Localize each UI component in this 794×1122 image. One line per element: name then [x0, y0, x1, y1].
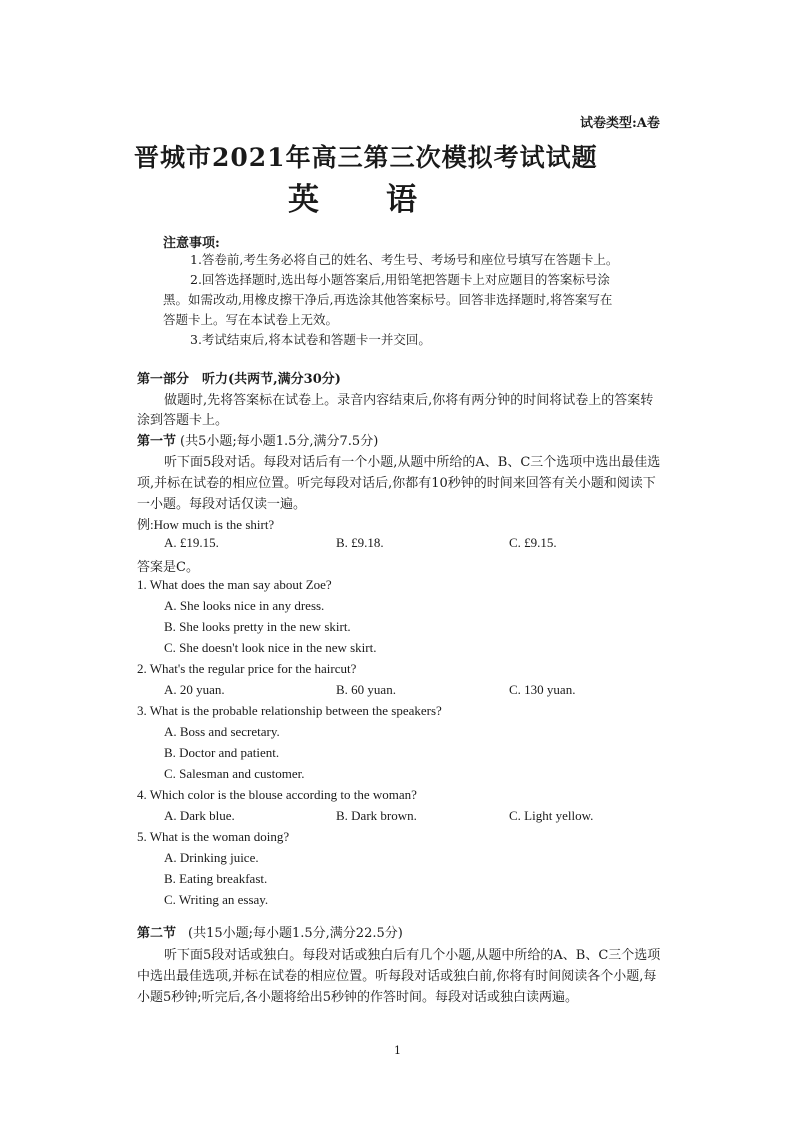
notice-line: 3.考试结束后,将本试卷和答题卡一并交回。: [190, 332, 431, 347]
example-option-c: C. £9.15.: [509, 535, 557, 550]
notice-line: 2.回答选择题时,选出每小题答案后,用铅笔把答题卡上对应题目的答案标号涂: [190, 272, 610, 287]
notice-line: 1.答卷前,考生务必将自己的姓名、考生号、考场号和座位号填写在答题卡上。: [190, 252, 619, 267]
question-2-option-c: C. 130 yuan.: [509, 682, 576, 697]
question-5: 5. What is the woman doing?: [137, 829, 290, 844]
section1-desc: (共5小题;每小题1.5分,满分7.5分): [180, 434, 379, 449]
example-option-a: A. £19.15.: [164, 535, 219, 550]
subject-char-1: 英: [288, 182, 319, 218]
question-5-option-c: C. Writing an essay.: [164, 892, 269, 907]
question-2-option-b: B. 60 yuan.: [336, 682, 396, 697]
question-2-option-a: A. 20 yuan.: [164, 682, 225, 697]
notice-line: 答题卡上。写在本试卷上无效。: [163, 312, 339, 327]
example-answer: 答案是C。: [137, 560, 199, 575]
question-4-option-b: B. Dark brown.: [336, 808, 417, 823]
section1-heading: 第一节: [137, 434, 177, 449]
question-3-option-c: C. Salesman and customer.: [164, 766, 305, 781]
question-3-option-a: A. Boss and secretary.: [164, 724, 280, 739]
notice-heading: 注意事项:: [163, 236, 220, 251]
question-1: 1. What does the man say about Zoe?: [137, 577, 332, 592]
part1-heading: 第一部分: [137, 372, 190, 387]
question-5-option-b: B. Eating breakfast.: [164, 871, 268, 886]
section1-intro-line: 一小题。每段对话仅读一遍。: [137, 497, 307, 512]
section1-intro-line: 项,并标在试卷的相应位置。听完每段对话后,你都有10秒钟的时间来回答有关小题和阅读下: [137, 476, 656, 491]
section2-desc: (共15小题;每小题1.5分,满分22.5分): [188, 926, 403, 941]
question-1-option-b: B. She looks pretty in the new skirt.: [164, 619, 351, 634]
question-2: 2. What's the regular price for the haircut?: [137, 661, 357, 676]
question-4-option-a: A. Dark blue.: [164, 808, 235, 823]
subject-char-2: 语: [386, 182, 417, 218]
example-option-b: B. £9.18.: [336, 535, 384, 550]
question-4-option-c: C. Light yellow.: [509, 808, 594, 823]
section2-intro-line: 小题5秒钟;听完后,各小题将给出5秒钟的作答时间。每段对话或独白读两遍。: [137, 990, 579, 1005]
question-5-option-a: A. Drinking juice.: [164, 850, 259, 865]
part1-intro-line: 做题时,先将答案标在试卷上。录音内容结束后,你将有两分钟的时间将试卷上的答案转: [164, 393, 654, 408]
notice-line: 黑。如需改动,用橡皮擦干净后,再选涂其他答案标号。回答非选择题时,将答案写在: [163, 292, 613, 307]
exam-title: 晋城市2021年高三第三次模拟考试试题: [134, 143, 598, 172]
section2-heading: 第二节: [137, 926, 177, 941]
question-4: 4. Which color is the blouse according to the woman?: [137, 787, 417, 802]
question-1-option-a: A. She looks nice in any dress.: [164, 598, 325, 613]
section2-intro-line: 中选出最佳选项,并标在试卷的相应位置。听每段对话或独白前,你将有时间阅读各个小题,每: [137, 969, 657, 984]
page-number: 1: [394, 1044, 401, 1057]
part1-intro-line: 涂到答题卡上。: [137, 413, 229, 428]
question-3-option-b: B. Doctor and patient.: [164, 745, 280, 760]
question-1-option-c: C. She doesn't look nice in the new skirt.: [164, 640, 377, 655]
section1-intro-line: 听下面5段对话。每段对话后有一个小题,从题中所给的A、B、C三个选项中选出最佳选: [164, 455, 661, 470]
paper-type-label: 试卷类型:A卷: [580, 116, 660, 131]
example-question: 例:How much is the shirt?: [137, 517, 275, 532]
part1-heading-detail: 听力(共两节,满分30分): [202, 372, 341, 387]
section2-intro-line: 听下面5段对话或独白。每段对话或独白后有几个小题,从题中所给的A、B、C三个选项: [164, 948, 661, 963]
question-3: 3. What is the probable relationship between the speakers?: [137, 703, 442, 718]
